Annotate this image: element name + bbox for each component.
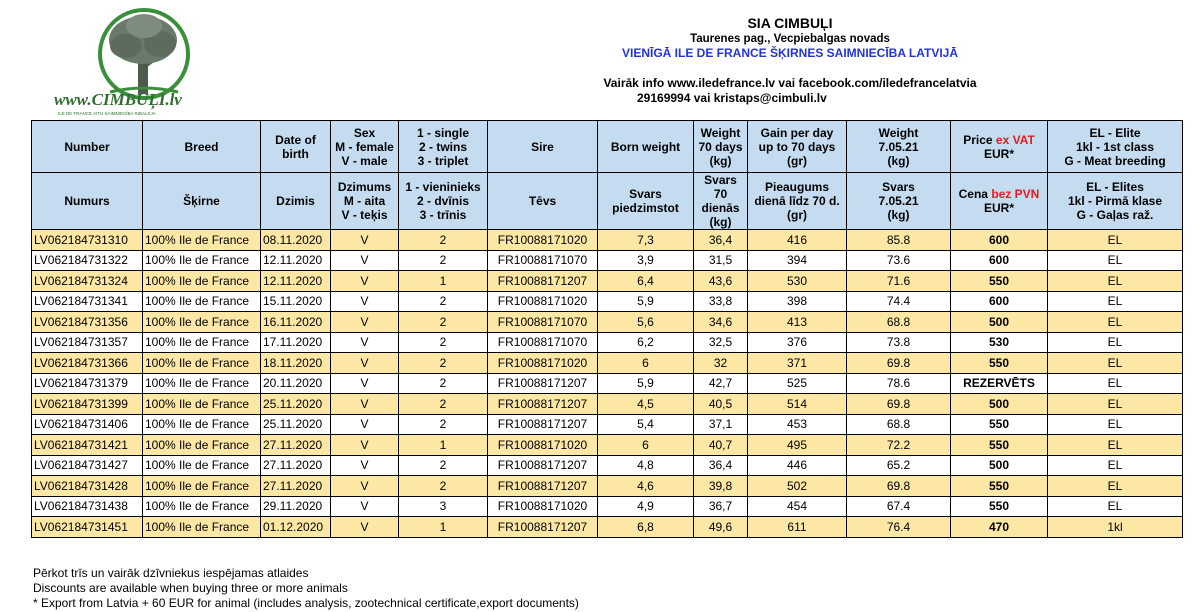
col-number: Number <box>32 121 143 173</box>
weight-70-days-cell: 40,5 <box>694 394 748 415</box>
col-birth-lv: Dzimis <box>261 173 331 230</box>
sire-cell: FR10088171070 <box>488 332 598 353</box>
birth-type-cell: 2 <box>399 455 488 476</box>
class-cell: 1kl <box>1048 517 1183 538</box>
breed-cell: 100% Ile de France <box>143 517 261 538</box>
birth-date-cell: 15.11.2020 <box>261 291 331 312</box>
table-row <box>32 373 1183 394</box>
daily-gain-cell: 514 <box>748 394 847 415</box>
col-price: Price ex VAT EUR* <box>951 121 1048 173</box>
sex-cell: V <box>331 517 399 538</box>
breed-cell: 100% Ile de France <box>143 414 261 435</box>
sex-cell: V <box>331 476 399 497</box>
class-cell: EL <box>1048 353 1183 374</box>
animals-table <box>31 120 1183 538</box>
birth-type-cell: 2 <box>399 332 488 353</box>
price-cell: 550 <box>951 414 1048 435</box>
birth-type-cell: 1 <box>399 517 488 538</box>
weight-70-days-cell: 31,5 <box>694 250 748 271</box>
price-cell: 600 <box>951 291 1048 312</box>
daily-gain-cell: 371 <box>748 353 847 374</box>
animal-number-cell: LV062184731324 <box>32 271 143 292</box>
weight-70-days-cell: 49,6 <box>694 517 748 538</box>
born-weight-cell: 6 <box>598 435 694 456</box>
col-gain-lv: Pieaugums dienā līdz 70 d. (gr) <box>748 173 847 230</box>
sire-cell: FR10088171020 <box>488 230 598 251</box>
birth-date-cell: 25.11.2020 <box>261 414 331 435</box>
birth-date-cell: 27.11.2020 <box>261 455 331 476</box>
info-line: Vairāk info www.iledefrance.lv vai facebook.com/iledefrancelatvia <box>603 76 977 90</box>
table-row <box>32 250 1183 271</box>
discount-note-lv: Pērkot trīs un vairāk dzīvniekus iespējamas atlaides <box>33 566 309 580</box>
col-gain: Gain per day up to 70 days (gr) <box>748 121 847 173</box>
daily-gain-cell: 530 <box>748 271 847 292</box>
breed-cell: 100% Ile de France <box>143 230 261 251</box>
animal-number-cell: LV062184731399 <box>32 394 143 415</box>
animal-number-cell: LV062184731379 <box>32 373 143 394</box>
table-row <box>32 476 1183 497</box>
animal-number-cell: LV062184731421 <box>32 435 143 456</box>
born-weight-cell: 6,2 <box>598 332 694 353</box>
weight-current-cell: 71.6 <box>847 271 951 292</box>
class-cell: EL <box>1048 230 1183 251</box>
breed-cell: 100% Ile de France <box>143 353 261 374</box>
daily-gain-cell: 398 <box>748 291 847 312</box>
company-name: SIA CIMBUĻI <box>747 15 833 31</box>
class-cell: EL <box>1048 394 1183 415</box>
col-class-lv: EL - Elites 1kl - Pirmā klase G - Gaļas raž. <box>1048 173 1183 230</box>
col-sire: Sire <box>488 121 598 173</box>
sire-cell: FR10088171070 <box>488 312 598 333</box>
price-cell: 500 <box>951 455 1048 476</box>
phone-email-line: 29169994 vai kristaps@cimbuli.lv <box>637 91 827 105</box>
birth-type-cell: 2 <box>399 414 488 435</box>
weight-current-cell: 68.8 <box>847 312 951 333</box>
birth-type-cell: 2 <box>399 353 488 374</box>
header-row-lv <box>32 173 1183 230</box>
born-weight-cell: 6,4 <box>598 271 694 292</box>
table-row <box>32 496 1183 517</box>
class-cell: EL <box>1048 435 1183 456</box>
sex-cell: V <box>331 435 399 456</box>
table-row <box>32 414 1183 435</box>
sex-cell: V <box>331 332 399 353</box>
sex-cell: V <box>331 353 399 374</box>
sire-cell: FR10088171207 <box>488 455 598 476</box>
price-cell: 550 <box>951 271 1048 292</box>
weight-70-days-cell: 36,7 <box>694 496 748 517</box>
footer-notes <box>33 566 579 611</box>
birth-date-cell: 25.11.2020 <box>261 394 331 415</box>
class-cell: EL <box>1048 271 1183 292</box>
sex-cell: V <box>331 455 399 476</box>
birth-date-cell: 27.11.2020 <box>261 435 331 456</box>
class-cell: EL <box>1048 496 1183 517</box>
class-cell: EL <box>1048 414 1183 435</box>
table-row <box>32 230 1183 251</box>
col-breed: Breed <box>143 121 261 173</box>
table-row <box>32 455 1183 476</box>
sire-cell: FR10088171020 <box>488 291 598 312</box>
breed-cell: 100% Ile de France <box>143 291 261 312</box>
animal-number-cell: LV062184731341 <box>32 291 143 312</box>
sex-cell: V <box>331 230 399 251</box>
weight-70-days-cell: 34,6 <box>694 312 748 333</box>
col-weight-date: Weight 7.05.21 (kg) <box>847 121 951 173</box>
birth-type-cell: 2 <box>399 373 488 394</box>
class-cell: EL <box>1048 312 1183 333</box>
breed-cell: 100% Ile de France <box>143 373 261 394</box>
col-weight-date-lv: Svars 7.05.21 (kg) <box>847 173 951 230</box>
daily-gain-cell: 611 <box>748 517 847 538</box>
daily-gain-cell: 394 <box>748 250 847 271</box>
birth-date-cell: 01.12.2020 <box>261 517 331 538</box>
sire-cell: FR10088171020 <box>488 353 598 374</box>
table-row <box>32 394 1183 415</box>
birth-date-cell: 29.11.2020 <box>261 496 331 517</box>
table-row <box>32 271 1183 292</box>
birth-type-cell: 3 <box>399 496 488 517</box>
animal-number-cell: LV062184731451 <box>32 517 143 538</box>
col-birth-type: 1 - single 2 - twins 3 - triplet <box>399 121 488 173</box>
price-cell: REZERVĒTS <box>951 373 1048 394</box>
col-price-lv: Cena bez PVN EUR* <box>951 173 1048 230</box>
born-weight-cell: 5,6 <box>598 312 694 333</box>
birth-type-cell: 2 <box>399 476 488 497</box>
weight-current-cell: 65.2 <box>847 455 951 476</box>
weight-current-cell: 85.8 <box>847 230 951 251</box>
birth-type-cell: 2 <box>399 394 488 415</box>
animal-number-cell: LV062184731322 <box>32 250 143 271</box>
sex-cell: V <box>331 312 399 333</box>
weight-current-cell: 72.2 <box>847 435 951 456</box>
birth-date-cell: 12.11.2020 <box>261 250 331 271</box>
table-row <box>32 332 1183 353</box>
sire-cell: FR10088171207 <box>488 476 598 497</box>
birth-date-cell: 12.11.2020 <box>261 271 331 292</box>
birth-date-cell: 27.11.2020 <box>261 476 331 497</box>
table-row <box>32 517 1183 538</box>
weight-current-cell: 68.8 <box>847 414 951 435</box>
birth-date-cell: 17.11.2020 <box>261 332 331 353</box>
col-weight-70-lv: Svars 70 dienās (kg) <box>694 173 748 230</box>
birth-date-cell: 08.11.2020 <box>261 230 331 251</box>
col-weight-70: Weight 70 days (kg) <box>694 121 748 173</box>
animal-number-cell: LV062184731406 <box>32 414 143 435</box>
animal-number-cell: LV062184731357 <box>32 332 143 353</box>
sire-cell: FR10088171070 <box>488 250 598 271</box>
col-number-lv: Numurs <box>32 173 143 230</box>
price-cell: 550 <box>951 476 1048 497</box>
born-weight-cell: 4,6 <box>598 476 694 497</box>
price-cell: 600 <box>951 250 1048 271</box>
breed-cell: 100% Ile de France <box>143 312 261 333</box>
birth-date-cell: 20.11.2020 <box>261 373 331 394</box>
breed-cell: 100% Ile de France <box>143 394 261 415</box>
price-cell: 550 <box>951 435 1048 456</box>
weight-current-cell: 67.4 <box>847 496 951 517</box>
weight-current-cell: 69.8 <box>847 476 951 497</box>
animal-number-cell: LV062184731366 <box>32 353 143 374</box>
table-row <box>32 435 1183 456</box>
sire-cell: FR10088171207 <box>488 414 598 435</box>
daily-gain-cell: 454 <box>748 496 847 517</box>
sire-cell: FR10088171207 <box>488 517 598 538</box>
birth-type-cell: 2 <box>399 250 488 271</box>
class-cell: EL <box>1048 250 1183 271</box>
birth-type-cell: 1 <box>399 435 488 456</box>
weight-current-cell: 76.4 <box>847 517 951 538</box>
weight-current-cell: 73.6 <box>847 250 951 271</box>
daily-gain-cell: 495 <box>748 435 847 456</box>
born-weight-cell: 4,9 <box>598 496 694 517</box>
breed-cell: 100% Ile de France <box>143 271 261 292</box>
breed-cell: 100% Ile de France <box>143 455 261 476</box>
weight-current-cell: 73.8 <box>847 332 951 353</box>
company-address: Taurenes pag., Vecpiebalgas novads <box>690 33 890 45</box>
col-born-weight: Born weight <box>598 121 694 173</box>
header-row-en <box>32 121 1183 173</box>
sex-cell: V <box>331 271 399 292</box>
price-cell: 550 <box>951 353 1048 374</box>
class-cell: EL <box>1048 476 1183 497</box>
born-weight-cell: 3,9 <box>598 250 694 271</box>
svg-text:ILE DE FRANCE AITU SAIMNIECĪBA: ILE DE FRANCE AITU SAIMNIECĪBA RIBALEJA <box>58 111 156 116</box>
breed-cell: 100% Ile de France <box>143 332 261 353</box>
daily-gain-cell: 416 <box>748 230 847 251</box>
weight-70-days-cell: 32 <box>694 353 748 374</box>
birth-date-cell: 16.11.2020 <box>261 312 331 333</box>
born-weight-cell: 4,5 <box>598 394 694 415</box>
table-body <box>32 230 1183 538</box>
birth-type-cell: 1 <box>399 271 488 292</box>
daily-gain-cell: 525 <box>748 373 847 394</box>
weight-70-days-cell: 40,7 <box>694 435 748 456</box>
sex-cell: V <box>331 414 399 435</box>
price-cell: 500 <box>951 394 1048 415</box>
animal-number-cell: LV062184731310 <box>32 230 143 251</box>
contact-info <box>560 76 1020 106</box>
sex-cell: V <box>331 250 399 271</box>
price-cell: 500 <box>951 312 1048 333</box>
birth-type-cell: 2 <box>399 230 488 251</box>
weight-70-days-cell: 37,1 <box>694 414 748 435</box>
discount-note-en: Discounts are available when buying three or more animals <box>33 581 348 595</box>
table-row <box>32 291 1183 312</box>
weight-70-days-cell: 32,5 <box>694 332 748 353</box>
birth-date-cell: 18.11.2020 <box>261 353 331 374</box>
company-tagline: VIENĪGĀ ILE DE FRANCE ŠĶIRNES SAIMNIECĪBA LATVIJĀ <box>621 46 959 60</box>
sex-cell: V <box>331 496 399 517</box>
born-weight-cell: 6,8 <box>598 517 694 538</box>
daily-gain-cell: 453 <box>748 414 847 435</box>
price-cell: 550 <box>951 496 1048 517</box>
col-class: EL - Elite 1kl - 1st class G - Meat breeding <box>1048 121 1183 173</box>
animal-number-cell: LV062184731356 <box>32 312 143 333</box>
daily-gain-cell: 376 <box>748 332 847 353</box>
sire-cell: FR10088171207 <box>488 394 598 415</box>
born-weight-cell: 4,8 <box>598 455 694 476</box>
price-cell: 600 <box>951 230 1048 251</box>
weight-70-days-cell: 42,7 <box>694 373 748 394</box>
col-sire-lv: Tēvs <box>488 173 598 230</box>
born-weight-cell: 5,9 <box>598 291 694 312</box>
col-breed-lv: Šķirne <box>143 173 261 230</box>
breed-cell: 100% Ile de France <box>143 496 261 517</box>
born-weight-cell: 5,4 <box>598 414 694 435</box>
born-weight-cell: 7,3 <box>598 230 694 251</box>
col-born-weight-lv: Svars piedzimstot <box>598 173 694 230</box>
table-row <box>32 353 1183 374</box>
export-note: * Export from Latvia + 60 EUR for animal (includes analysis, zootechnical certificate,export documents) <box>33 596 579 610</box>
daily-gain-cell: 446 <box>748 455 847 476</box>
col-birth: Date of birth <box>261 121 331 173</box>
class-cell: EL <box>1048 332 1183 353</box>
weight-70-days-cell: 39,8 <box>694 476 748 497</box>
breed-cell: 100% Ile de France <box>143 476 261 497</box>
price-cell: 470 <box>951 517 1048 538</box>
born-weight-cell: 5,9 <box>598 373 694 394</box>
birth-type-cell: 2 <box>399 312 488 333</box>
breed-cell: 100% Ile de France <box>143 435 261 456</box>
sex-cell: V <box>331 373 399 394</box>
animal-number-cell: LV062184731427 <box>32 455 143 476</box>
weight-current-cell: 78.6 <box>847 373 951 394</box>
cimbuli-logo <box>48 4 208 118</box>
weight-current-cell: 69.8 <box>847 353 951 374</box>
daily-gain-cell: 413 <box>748 312 847 333</box>
sire-cell: FR10088171207 <box>488 373 598 394</box>
animal-number-cell: LV062184731428 <box>32 476 143 497</box>
weight-current-cell: 69.8 <box>847 394 951 415</box>
sire-cell: FR10088171020 <box>488 496 598 517</box>
daily-gain-cell: 502 <box>748 476 847 497</box>
table-row <box>32 312 1183 333</box>
sire-cell: FR10088171020 <box>488 435 598 456</box>
company-header <box>560 14 1020 60</box>
weight-70-days-cell: 36,4 <box>694 230 748 251</box>
price-cell: 530 <box>951 332 1048 353</box>
breed-cell: 100% Ile de France <box>143 250 261 271</box>
svg-text:www.CIMBUĻI.lv: www.CIMBUĻI.lv <box>54 90 182 109</box>
sex-cell: V <box>331 394 399 415</box>
birth-type-cell: 2 <box>399 291 488 312</box>
animal-number-cell: LV062184731438 <box>32 496 143 517</box>
born-weight-cell: 6 <box>598 353 694 374</box>
sex-cell: V <box>331 291 399 312</box>
weight-70-days-cell: 36,4 <box>694 455 748 476</box>
weight-70-days-cell: 33,8 <box>694 291 748 312</box>
weight-70-days-cell: 43,6 <box>694 271 748 292</box>
col-sex-lv: Dzimums M - aita V - teķis <box>331 173 399 230</box>
weight-current-cell: 74.4 <box>847 291 951 312</box>
col-sex: Sex M - female V - male <box>331 121 399 173</box>
class-cell: EL <box>1048 373 1183 394</box>
class-cell: EL <box>1048 291 1183 312</box>
col-birth-type-lv: 1 - vieninieks 2 - dvīnis 3 - trīnis <box>399 173 488 230</box>
sire-cell: FR10088171207 <box>488 271 598 292</box>
class-cell: EL <box>1048 455 1183 476</box>
